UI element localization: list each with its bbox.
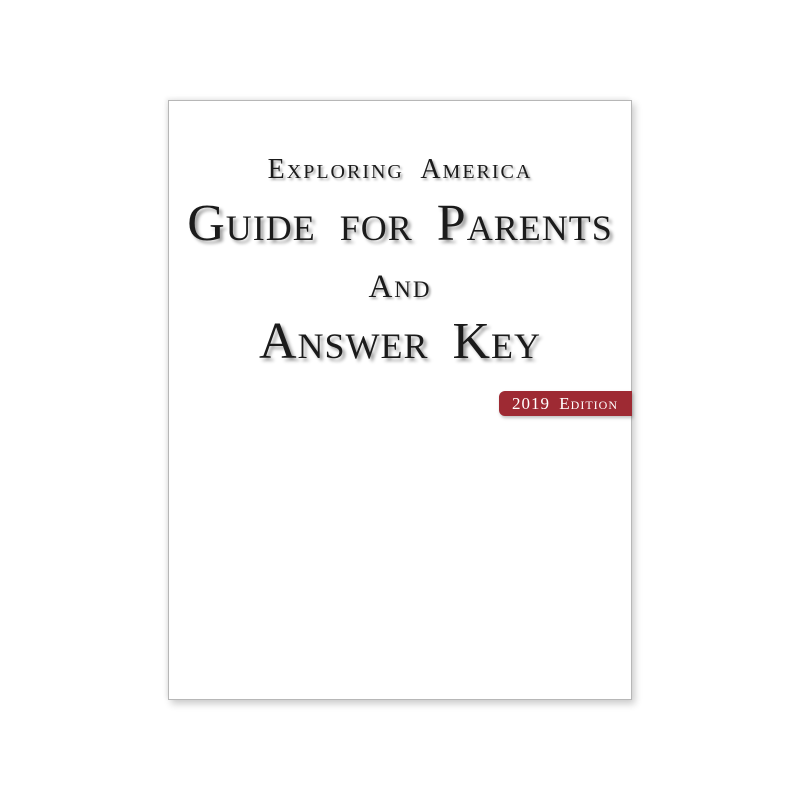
main-title-line-2: Answer Key — [258, 313, 542, 370]
edition-ribbon — [499, 391, 632, 416]
book-cover-page — [168, 100, 632, 700]
main-title-line-1: Guide for Parents — [187, 195, 613, 252]
series-title: Exploring America — [267, 154, 533, 185]
main-title-conjunction: And — [368, 269, 432, 305]
edition-ribbon-label: 2019 Edition — [512, 393, 618, 413]
